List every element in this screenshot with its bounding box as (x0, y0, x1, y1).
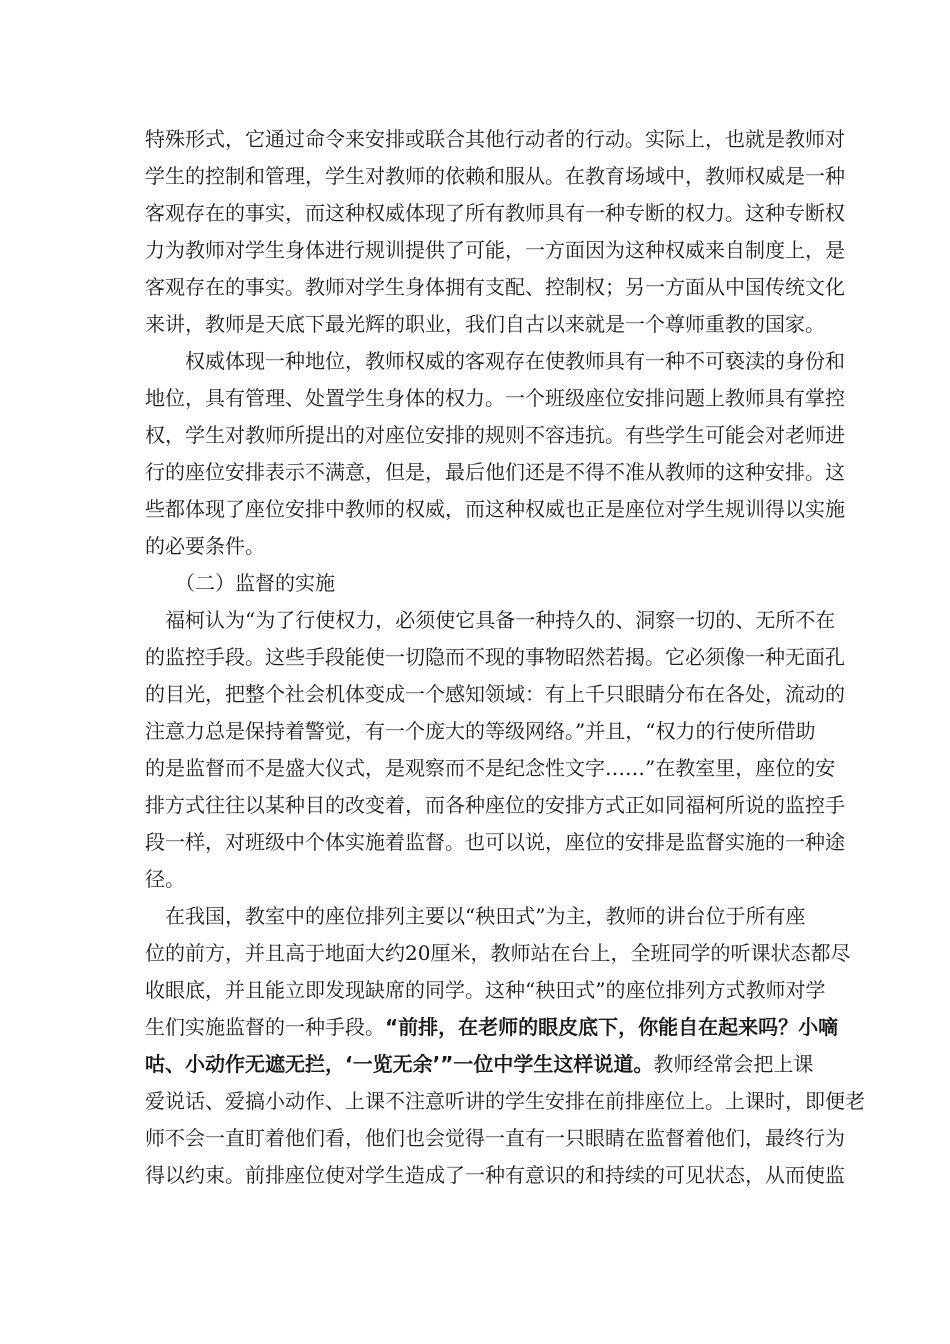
text-line: 师不会一直盯着他们看，他们也会觉得一直有一只眼睛在监督着他们，最终行为 (145, 1126, 845, 1150)
text-line: 福柯认为“为了行使权力，必须使它具备一种持久的、洞察一切的、无所不在 (145, 608, 836, 632)
text-line: 权威体现一种地位，教师权威的客观存在使教师具有一种不可亵渎的身份和 (145, 349, 845, 373)
text-line: 位的前方，并且高于地面大约20厘米，教师站在台上，全班同学的听课状态都尽 (145, 941, 851, 965)
text-segment: 教师经常会把上课 (653, 1052, 814, 1076)
bold-quote: “前排，在老师的眼皮底下，你能自在起来吗？小嘀 (385, 1015, 839, 1039)
text-line: 的目光，把整个社会机体变成一个感知领域：有上千只眼睛分布在各处，流动的 (145, 682, 845, 706)
text-line: 行的座位安排表示不满意，但是，最后他们还是不得不准从教师的这种安排。这 (145, 460, 845, 484)
text-line: 注意力总是保持着警觉，有一个庞大的等级网络。”并且，“权力的行使所借助 (145, 719, 816, 743)
text-line: 的是监督而不是盛大仪式，是观察而不是纪念性文字……”在教室里，座位的安 (145, 756, 836, 780)
text-line: 爱说话、爱搞小动作、上课不注意听讲的学生安排在前排座位上。上课时，即便老 (145, 1089, 865, 1113)
text-line: 来讲，教师是天底下最光辉的职业，我们自古以来就是一个尊师重教的国家。 (145, 312, 825, 336)
text-line: 排方式往往以某种目的改变着，而各种座位的安排方式正如同福柯所说的监控手 (145, 793, 845, 817)
text-segment: 生们实施监督的一种手段。 (145, 1015, 385, 1039)
text-line: 客观存在的事实。教师对学生身体拥有支配、控制权；另一方面从中国传统文化 (145, 275, 845, 299)
bold-quote-continued: 咕、小动作无遮无拦， (145, 1052, 345, 1076)
text-line: 客观存在的事实，而这种权威体现了所有教师具有一种专断的权力。这种专断权 (145, 201, 845, 225)
text-line: 得以约束。前排座位使对学生造成了一种有意识的和持续的可见状态，从而使监 (145, 1163, 845, 1187)
text-line: 段一样，对班级中个体实施着监督。也可以说，座位的安排是监督实施的一种途 (145, 830, 845, 854)
text-line: 在我国，教室中的座位排列主要以“秧田式”为主，教师的讲台位于所有座 (145, 904, 806, 928)
body-text (145, 121, 865, 1194)
text-line: 径。 (145, 867, 185, 891)
section-heading: （二）监督的实施 (145, 571, 335, 595)
text-line: 的必要条件。 (145, 534, 265, 558)
text-line: 力为教师对学生身体进行规训提供了可能，一方面因为这种权威来自制度上，是 (145, 238, 845, 262)
text-line: 地位，具有管理、处置学生身体的权力。一个班级座位安排问题上教师具有掌控 (145, 386, 845, 410)
text-line (145, 1046, 814, 1083)
text-line: 权，学生对教师所提出的对座位安排的规则不容违抗。有些学生可能会对老师进 (145, 423, 845, 447)
text-line (145, 1009, 839, 1046)
text-line: 学生的控制和管理，学生对教师的依赖和服从。在教育场域中，教师权威是一种 (145, 164, 845, 188)
text-line: 的监控手段。这些手段能使一切隐而不现的事物昭然若揭。它必须像一种无面孔 (145, 645, 845, 669)
bold-quote-end: ‘一览无余’”一位中学生这样说道。 (345, 1052, 654, 1076)
text-line: 些都体现了座位安排中教师的权威，而这种权威也正是座位对学生规训得以实施 (145, 497, 845, 521)
text-line: 特殊形式，它通过命令来安排或联合其他行动者的行动。实际上，也就是教师对 (145, 127, 845, 151)
text-line: 收眼底，并且能立即发现缺席的同学。这种“秧田式”的座位排列方式教师对学 (145, 978, 826, 1002)
